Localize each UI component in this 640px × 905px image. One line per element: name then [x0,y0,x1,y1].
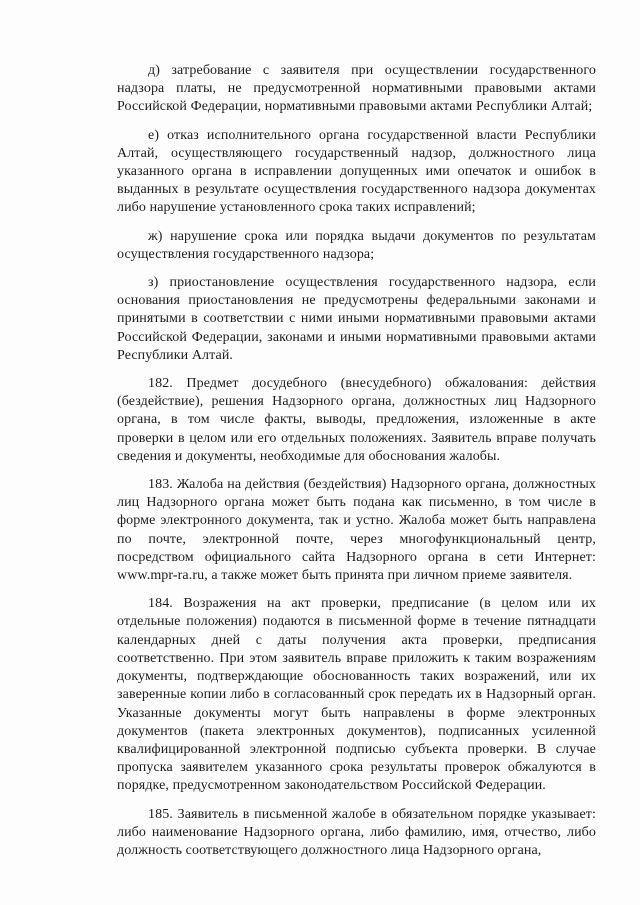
paragraph-d-fee-demand: д) затребование с заявителя при осуществлении государственного надзора платы, не предусмотренной нормативными правовыми актами Российской Федерации, нормативными правовыми актами Республики Алтай; [117,63,596,115]
scan-speck [480,824,482,825]
document-body [117,62,596,860]
paragraph-zh-deadline-violation: ж) нарушение срока или порядка выдачи документов по результатам осуществления государственного надзора; [117,228,596,262]
paragraph-184-objections: 184. Возражения на акт проверки, предписание (в целом или их отдельные положения) подаются в письменной форме в течение пятнадцати календарных дней с даты получения акта проверки, предписания соответственно. При этом заявитель вправе приложить к таким возражениям документы, подтверждающие обоснованность таких возражений, или их заверенные копии либо в согласованный срок передать их в Надзорный орган. Указанные документы могут быть направлены в форме электронных документов (пакета электронных документов), подписанных усиленной квалифицированной электронной подписью субъекта проверки. В случае пропуска заявителем указанного срока результаты проверок обжалуются в порядке, предусмотренном законодательством Российской Федерации. [117,596,596,794]
paragraph-e-refusal-to-correct: е) отказ исполнительного органа государственной власти Республики Алтай, осуществляющего государственный надзор, должностного лица указанного органа в исправлении допущенных ими опечаток и ошибок в выданных в результате осуществления государственного надзора документах либо нарушение установленного срока таких исправлений; [117,127,596,216]
paragraph-182-subject-of-appeal: 182. Предмет досудебного (внесудебного) обжалования: действия (бездействие), решения Надзорного органа, должностных лиц Надзорного органа, в том числе факты, выводы, предложения, изложенные в акте проверки в целом или его отдельных положениях. Заявитель вправе получать сведения и документы, необходимые для обоснования жалобы. [117,376,596,464]
paragraph-185-complaint-contents: 185. Заявитель в письменной жалобе в обязательном порядке указывает: либо наименование Надзорного органа, либо фамилию, имя, отчество, либо должность соответствующего должностного лица Надзорного органа, [117,806,596,858]
paragraph-183-complaint-submission: 183. Жалоба на действия (бездействия) Надзорного органа, должностных лиц Надзорного органа может быть подана как письменно, в том числе в форме электронного документа, так и устно. Жалоба может быть направлена по почте, электронной почте, через многофункциональный центр, посредством официального сайта Надзорного органа в сети Интернет: www.mpr-ra.ru, а также может быть принята при личном приеме заявителя. [117,477,596,584]
paragraph-z-suspension: з) приостановление осуществления государственного надзора, если основания приостановления не предусмотрены федеральными законами и принятыми в соответствии с ними иными нормативными правовыми актами Российской Федерации, законами и иными нормативными правовыми актами Республики Алтай. [117,275,596,363]
